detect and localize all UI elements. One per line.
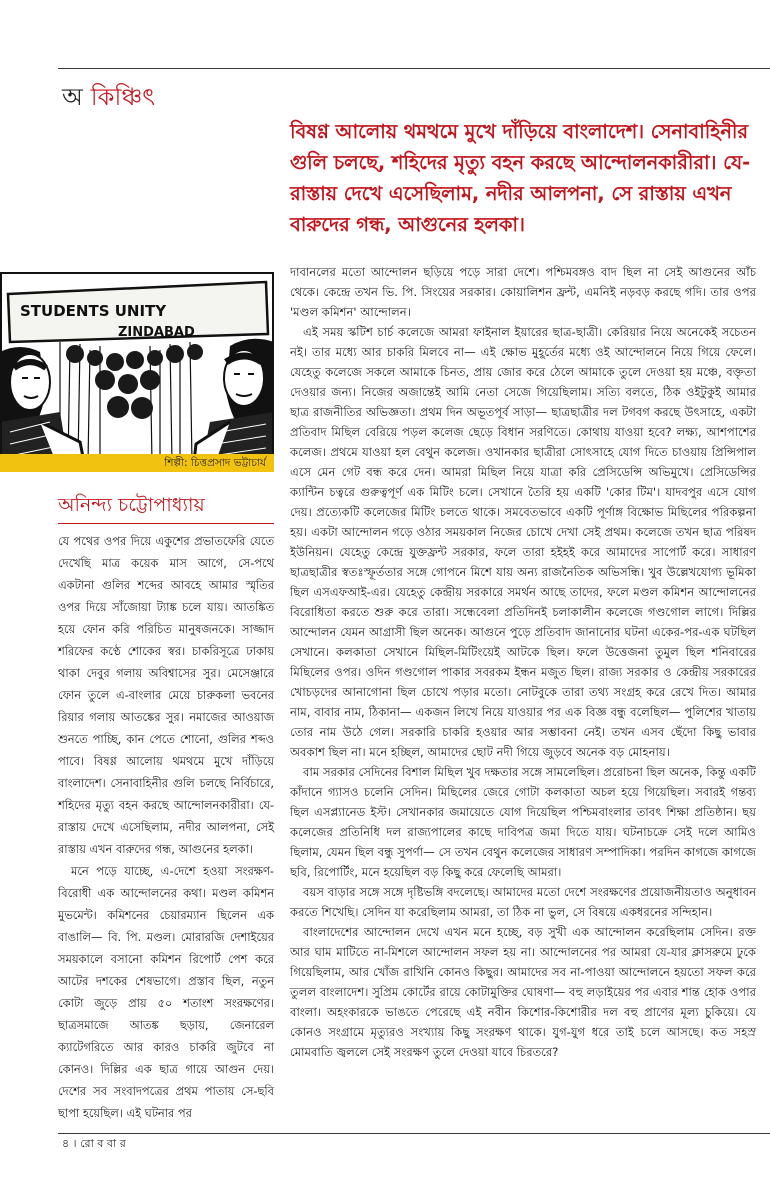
illustration (0, 272, 274, 472)
footer-separator: । (72, 1137, 77, 1150)
section-heading (62, 82, 155, 112)
paragraph: এই সময় স্কটিশ চার্চ কলেজে আমরা ফাইনাল ইয়ারের ছাত্র-ছাত্রী। কেরিয়ার নিয়ে অনেকেই সচেতন নই। তার মধ্যে আর চাকরি মিলবে না— এই ক্ষোভ মুহূর্তের মধ্যে ওই আন্দোলনে নিয়ে গিয়ে ফেলে। যেহেতু কলেজে সকলে আমাকে চিনত, প্রায় জোর করে ঠেলে আমাকে তুলে দেওয়া হয় মঞ্চে, বক্তৃতা দেওয়ার জন্য। নিজের অজান্তেই আমি নেতা সেজে গিয়েছিলাম। সত্যি বলতে, ঠিক ওইটুকুই আমার ছাত্র রাজনীতির অভিজ্ঞতা। প্রথম দিন অভূতপূর্ব সাড়া— ছাত্রছাত্রীর দল টগবগ করছে উৎসাহে, একটা প্রতিবাদ মিছিল বেরিয়ে পড়ল কলেজ ছেড়ে বিধান সরণিতে। কোথায় যাওয়া হবে? লক্ষ্য, আশপাশের কলেজ। প্রথমে যাওয়া হল বেথুন কলেজ। ওখানকার ছাত্রীরা সোৎসাহে যোগ দিতে চাওয়ায় প্রিন্সিপাল এসে মেন গেট বন্ধ করে দেন। আমরা মিছিল নিয়ে যাত্রা করি প্রেসিডেন্সি অভিমুখে। প্রেসিডেন্সির ক্যান্টিন চত্বরে গুরুত্বপূর্ণ এক মিটিং চলে। সেখানে তৈরি হয় একটি 'কোর টিম'। যাদবপুর এসে যোগ দেয়। প্রত্যেকটি কলেজের মিটিং চলতে থাকে। সমবেতভাবে একটি পূর্ণাঙ্গ বিক্ষোভ মিছিলের পরিকল্পনা হয়। একটা আন্দোলন গড়ে ওঠার সময়কাল নিজের চোখে দেখা সেই প্রথম। কলেজে তখন ছাত্র পরিষদ ইউনিয়ন। যেহেতু কেন্দ্রে যুক্তফ্রন্ট সরকার, ফলে তারা হইহই করে আমাদের সাপোর্ট করে। সাধারণ ছাত্রছাত্রীর স্বতঃস্ফূর্ততার সঙ্গে গোপনে মিশে যায় অন্য রাজনৈতিক অভিসন্ধি। খুব উল্লেখযোগ্য ভূমিকা ছিল এসএফআই-এর। যেহেতু কেন্দ্রীয় সরকারে সমর্থন আছে তাদের, ফলে মণ্ডল কমিশন আন্দোলনের বিরোধিতা করতে শুরু করে তারা। সন্ধেবেলা প্রতিদিনই চলাকালীন কলেজে গণ্ডগোল লাগে। দিল্লির আন্দোলন যেমন আগ্রাসী ছিল অনেক। আগুনে পুড়ে প্রতিবাদ জানানোর ঘটনা একের-পর-এক ঘটছিল সেখানে। কলকাতা সেখানে মিছিল-মিটিংয়েই আটকে ছিল। ফলে উত্তেজনা তুমুল ছিল শনিবারের মিছিলের ওপর। ওদিন গণ্ডগোল পাকার সবরকম ইন্ধন মজুত ছিল। রাজ্য সরকার ও কেন্দ্রীয় সরকারের খোচড়দের আনাগোনা ছিল চোখে পড়ার মতো। নোটবুকে তারা তথ্য সংগ্রহ করে রেখে দিত। আমার নাম, বাবার নাম, ঠিকানা— একজন লিখে নিয়ে যাওয়ার পর এক বিজ্ঞ বন্ধু বলেছিল— পুলিশের খাতায় তোর নাম উঠে গেল। সরকারি চাকরি হওয়ার আর সম্ভাবনা নেই। তখন এসব ছেঁদো কিছু ভাবার অবকাশ ছিল না। মনে হচ্ছিল, আমাদের ছোট নদী গিয়ে জুড়বে অনেক বড় মোহনায়। (290, 325, 756, 759)
footer-rule (58, 1133, 770, 1134)
paragraph: যে পথের ওপর দিয়ে একুশের প্রভাতফেরি যেতে দেখেছি মাত্র কয়েক মাস আগে, সে-পথে একটানা গুলির শব্দের আবহে আমার স্মৃতির ওপর দিয়ে সাঁজোয়া ট্যাঙ্ক চলে যায়। আতঙ্কিত হয়ে ফোন করি পরিচিত মানুষজনকে। সাজ্জাদ শরিফের কণ্ঠে শোকের স্বর। চাকরিসূত্রে ঢাকায় থাকা দেবুর গলায় অবিশ্বাসের সুর। মেসেঞ্জারে ফোন তুলে এ-বাংলার মেয়ে চারুকলা ভবনের রিয়ার গলায় আতঙ্কের সুর। নমাজের আওয়াজ শুনতে পাচ্ছি, কান পেতে শোনো, গুলির শব্দও পাবে। বিষণ্ণ আলোয় থমথমে মুখে দাঁড়িয়ে বাংলাদেশ। সেনাবাহিনীর গুলি চলছে নির্বিচারে, শহিদের মৃত্যু বহন করছে আন্দোলনকারীরা। যে-রাস্তায় দেখে এসেছিলাম, নদীর আলপনা, সেই রাস্তায় এখন বারুদের গন্ধ, আগুনের হলকা। (58, 534, 274, 856)
artist-credit: শিল্পী: চিত্তপ্রসাদ ভট্টাচার্য (164, 457, 266, 469)
paragraph: বাম সরকার সেদিনের বিশাল মিছিল খুব দক্ষতার সঙ্গে সামলেছিল। প্ররোচনা ছিল অনেক, কিন্তু একটি কাঁদানে গ্যাসও চলেনি সেদিন। মিছিলের জেরে গোটা কলকাতা অচল হয়ে গিয়েছিল। সবারই গন্তব্য ছিল এসপ্ল্যানেড ইস্ট। সেখানকার জমায়েতে যোগ দিয়েছিল পশ্চিমবাংলার তাবৎ শিক্ষা প্রতিষ্ঠান। ছয় কলেজের প্রতিনিধি দল রাজ্যপালের কাছে দাবিপত্র জমা দিতে যায়। ঘটনাচক্রে সেই দলে আমিও ছিলাম, যেমন ছিল বন্ধু সুপর্ণা— সে তখন বেথুন কলেজের সাধারণ সম্পাদিকা। পরদিন কাগজে কাগজে ছবি, রিপোর্টিং, মনে হয়েছিল বড় কিছু করে ফেলেছি আমরা। (290, 765, 756, 879)
protest-woodcut-image (0, 272, 274, 472)
banner-line1: STUDENTS UNITY (20, 302, 167, 320)
section-prefix: অ (62, 83, 83, 111)
magazine-name: রো ব বা র (80, 1137, 126, 1150)
paragraph: বয়স বাড়ার সঙ্গে সঙ্গে দৃষ্টিভঙ্গি বদলেছে। আমাদের মতো দেশে সংরক্ষণের প্রয়োজনীয়তাও অনুধাবন করতে শিখেছি। সেদিন যা করেছিলাম আমরা, তা ঠিক না ভুল, সে বিষয়ে একধরনের সন্দিহান। (290, 885, 756, 919)
right-column (290, 262, 756, 1062)
paragraph: মনে পড়ে যাচ্ছে, এ-দেশে হওয়া সংরক্ষণ-বিরোধী এক আন্দোলনের কথা। মণ্ডল কমিশন মুভমেন্ট। কমিশনের চেয়ারম্যান ছিলেন এক বাঙালি— বি. পি. মণ্ডল। মোরারজি দেশাইয়ের সময়কালে বসানো কমিশন রিপোর্ট পেশ করে আটের দশকের শেষভাগে। প্রস্তাব ছিল, নতুন কোটা জুড়ে প্রায় ৫০ শতাংশ সংরক্ষণের। ছাত্রসমাজে আতঙ্ক ছড়ায়, জেনারেল ক্যাটেগরিতে আর কারও চাকরি জুটবে না কোনও। দিল্লির এক ছাত্র গায়ে আগুন দেয়। দেশের সব সংবাদপত্রের প্রথম পাতায় সে-ছবি ছাপা হয়েছিল। এই ঘটনার পর (58, 864, 274, 1120)
section-title: কিঞ্চিৎ (90, 83, 156, 111)
illustration-credit-bar (0, 454, 274, 472)
left-column (58, 530, 274, 1124)
paragraph: বাংলাদেশের আন্দোলন দেখে এখন মনে হচ্ছে, বড় সুখী এক আন্দোলন করেছিলাম সেদিন। রক্ত আর ঘাম মাটিতে না-মিশলে আন্দোলন সফল হয় না। আন্দোলনের পর আমরা যে-যার ক্লাসরুমে ঢুকে গিয়েছিলাম, আর খোঁজ রাখিনি কোনও কিছুর। আমাদের সব না-পাওয়া আন্দোলনে হয়তো সফল করে তুলল বাংলাদেশ। সুপ্রিম কোর্টের রায়ে কোটামুক্তির ঘোষণা— বহু লড়াইয়ের পর এবার শান্ত হোক ওপার বাংলা। অহংকারকে ভাঙতে পেরেছে এই নবীন কিশোর-কিশোরীর দল বহু প্রাণের মূল্য চুকিয়ে। যে কোনও সংগ্রামে মৃত্যুরও সংখ্যায় কিছু সংরক্ষণ থাকে। যুগ-যুগ ধরে তাই চলে আসছে। কত সহস্র মোমবাতি জ্বললে সেই সংরক্ষণ তুলে দেওয়া যাবে চিরতরে? (290, 925, 756, 1059)
top-rule (58, 68, 770, 69)
page-number: ৪ (62, 1137, 70, 1150)
page-footer (62, 1136, 126, 1152)
banner-line2: ZINDABAD (118, 325, 195, 340)
paragraph: দাবানলের মতো আন্দোলন ছড়িয়ে পড়ে সারা দেশে। পশ্চিমবঙ্গও বাদ ছিল না সেই আগুনের আঁচ থেকে। কেন্দ্রে তখন ভি. পি. সিংয়ের সরকার। কোয়ালিশন ফ্রন্ট, এমনিই নড়বড় করছে গদি। তার ওপর 'মণ্ডল কমিশন' আন্দোলন। (290, 265, 756, 319)
pull-quote: বিষণ্ণ আলোয় থমথমে মুখে দাঁড়িয়ে বাংলাদেশ। সেনাবাহিনীর গুলি চলছে, শহিদের মৃত্যু বহন করছে আন্দোলনকারীরা। যে-রাস্তায় দেখে এসেছিলাম, নদীর আলপনা, সে রাস্তায় এখন বারুদের গন্ধ, আগুনের হলকা। (290, 120, 751, 236)
author-rule (58, 523, 274, 524)
author-name: অনিন্দ্য চট্টোপাধ্যায় (58, 494, 205, 516)
